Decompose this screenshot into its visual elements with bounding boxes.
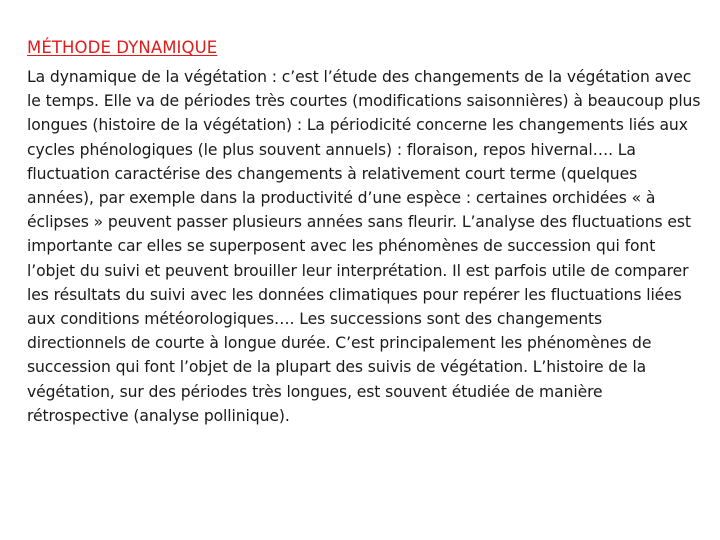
slide-body-text: La dynamique de la végétation : c’est l’étude des changements de la végétation avec le temps. Elle va de périodes très courtes (modifications saisonnières) à beaucoup plus longues (histoire de la végétation) : La périodicité concerne les changements liés aux cycles phénologiques (le plus souvent annuels) : floraison, repos hivernal…. La fluctuation caractérise des changements à relativement court terme (quelques années), par exemple dans la productivité d’une espèce : certaines orchidées « à éclipses » peuvent passer plusieurs années sans fleurir. L’analyse des fluctuations est importante car elles se superposent avec les phénomènes de succession qui font l’objet du suivi et peuvent brouiller leur interprétation. Il est parfois utile de comparer les résultats du suivi avec les données climatiques pour repérer les fluctuations liées aux conditions météorologiques…. Les successions sont des changements directionnels de courte à longue durée. C’est principalement les phénomènes de succession qui font l’objet de la plupart des suivis de végétation. L’histoire de la végétation, sur des périodes très longues, est souvent étudiée de manière rétrospective (analyse pollinique).: [27, 68, 701, 425]
slide-title: MÉTHODE DYNAMIQUE: [27, 38, 218, 57]
